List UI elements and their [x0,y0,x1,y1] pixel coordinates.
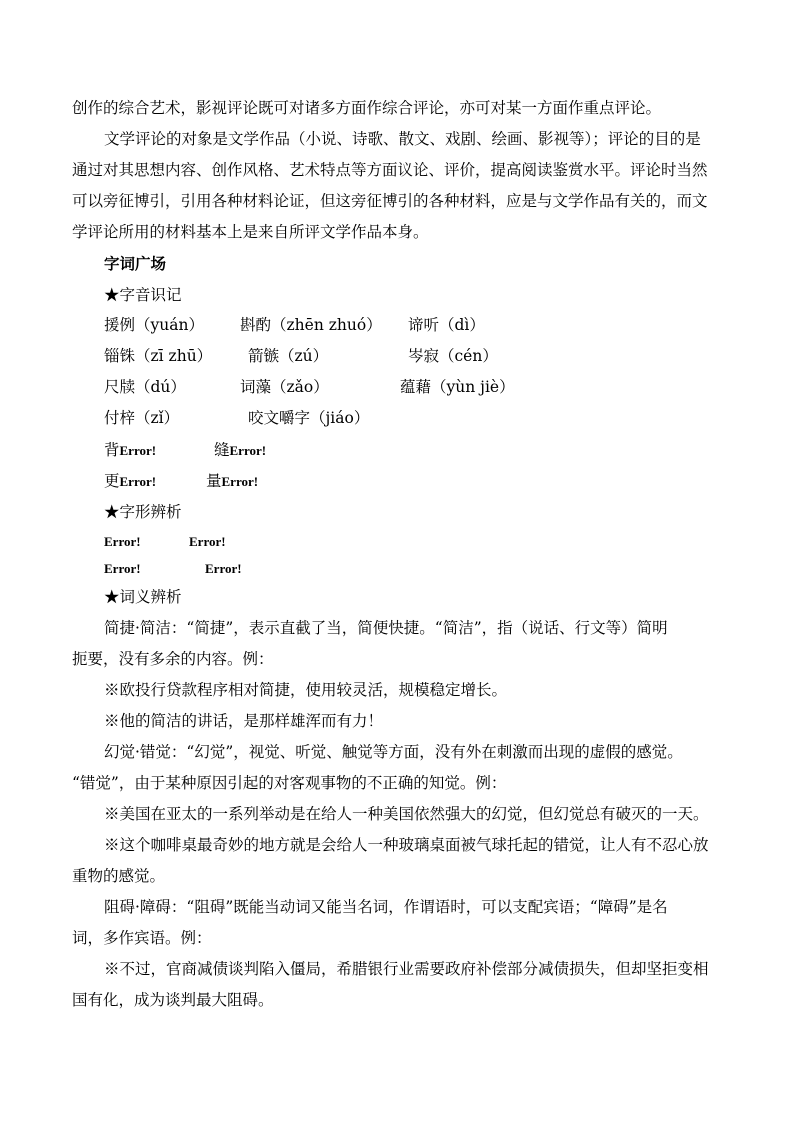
paragraph-line: 通过对其思想内容、创作风格、艺术特点等方面议论、评价，提高阅读鉴赏水平。评论时当然 [72,161,708,179]
error-field: Error! [189,534,226,549]
meaning-heading: ★词义辨析 [104,588,182,606]
pronunciation-item: 斟酌（zhēn zhuó） [240,316,382,334]
paragraph-line: 创作的综合艺术，影视评论既可对诸多方面作综合评论，亦可对某一方面作重点评论。 [72,99,662,117]
definition-line: 幻觉·错觉：“幻觉”，视觉、听觉、触觉等方面，没有外在刺激而出现的虚假的感觉。 [104,743,683,761]
definition-line: 简捷·简洁：“简捷”，表示直截了当，简便快捷。“简洁”，指（说话、行文等）简明 [104,619,668,637]
pronunciation-item: 箭镞（zú） [248,347,329,365]
pronunciation-item: 援例（yuán） [104,316,204,334]
polyphone-item [104,470,156,493]
polyphone-char: 更 [104,472,120,490]
polyphone-item [214,439,266,462]
pronunciation-item: 蕴藉（yùn jiè） [400,378,515,396]
pronunciation-item: 付梓（zǐ） [104,409,180,427]
error-field: Error! [221,474,259,489]
example-line: ※欧投行贷款程序相对简捷，使用较灵活，规模稳定增长。 [104,681,508,699]
definition-line: 阻碍·障碍：“阻碍”既能当动词又能当名词，作谓语时，可以支配宾语；“障碍”是名 [104,898,668,916]
error-field: Error! [119,443,157,458]
pronunciation-item: 尺牍（dú） [104,378,186,396]
example-line: 国有化，成为谈判最大阻碍。 [72,991,274,1009]
example-line: ※他的简洁的讲话，是那样雄浑而有力！ [104,712,384,730]
paragraph-line: 文学评论的对象是文学作品（小说、诗歌、散文、戏剧、绘画、影视等）；评论的目的是 [104,130,701,148]
error-field: Error! [104,561,141,576]
polyphone-item [104,439,156,462]
definition-line: 词，多作宾语。例： [72,929,212,947]
polyphone-char: 量 [206,472,222,490]
pronunciation-item: 锱铢（zī zhū） [104,347,213,365]
pronunciation-item: 谛听（dì） [408,316,485,334]
pronunciation-item: 咬文嚼字（jiáo） [248,409,370,427]
example-line: 重物的感觉。 [72,867,166,885]
pronunciation-item: 词藻（zǎo） [240,378,329,396]
definition-line: “错觉”，由于某种原因引起的对客观事物的不正确的知觉。例： [72,774,507,792]
section-title: 字词广场 [104,254,167,273]
error-field: Error! [205,561,242,576]
polyphone-char: 背 [104,441,120,459]
error-field: Error! [104,534,141,549]
pronunciation-heading: ★字音识记 [104,286,182,304]
example-line: ※美国在亚太的一系列举动是在给人一种美国依然强大的幻觉，但幻觉总有破灭的一天。 [104,805,709,823]
error-field: Error! [229,443,267,458]
error-field: Error! [119,474,157,489]
paragraph-line: 可以旁征博引，引用各种材料论证，但这旁征博引的各种材料，应是与文学作品有关的，而文 [72,192,708,210]
example-line: ※这个咖啡桌最奇妙的地方就是会给人一种玻璃桌面被气球托起的错觉，让人有不忍心放 [104,836,709,854]
pronunciation-item: 岑寂（cén） [408,347,498,365]
polyphone-char: 缝 [214,441,230,459]
paragraph-line: 学评论所用的材料基本上是来自所评文学作品本身。 [72,223,429,241]
example-line: ※不过，官商减债谈判陷入僵局，希腊银行业需要政府补偿部分减债损失，但却坚拒变相 [104,960,709,978]
glyph-heading: ★字形辨析 [104,503,182,521]
polyphone-item [206,470,258,493]
definition-line: 扼要，没有多余的内容。例： [72,650,274,668]
